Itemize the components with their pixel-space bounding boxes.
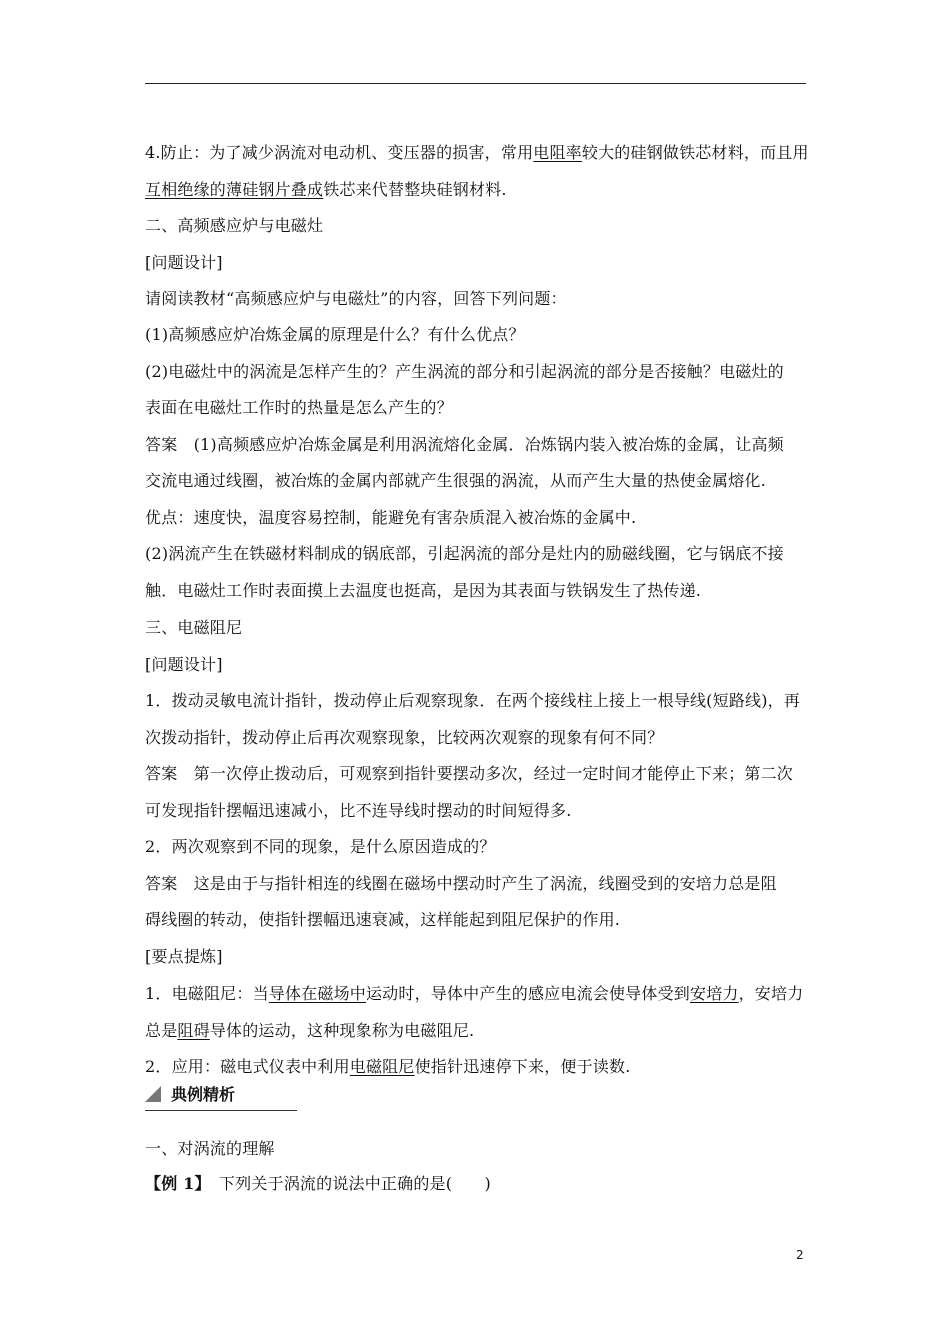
key-point-2: 2．应用：磁电式仪表中利用电磁阻尼使指针迅速停下来，便于读数.	[145, 1057, 631, 1076]
section-heading: 三、电磁阻尼	[145, 618, 243, 637]
blank-answer: 导体在磁场中	[268, 984, 366, 1003]
prevention-line-1: 4.防止：为了减少涡流对电动机、变压器的损害，常用电阻率较大的硅钢做铁芯材料，而且用	[145, 143, 809, 162]
question: 1．拨动灵敏电流计指针，拨动停止后观察现象．在两个接线柱上接上一根导线(短路线)，再	[145, 691, 801, 710]
examples-banner	[145, 1084, 297, 1111]
key-point-1-line-2: 总是阻碍导体的运动，这种现象称为电磁阻尼.	[145, 1021, 475, 1040]
question: (1)高频感应炉冶炼金属的原理是什么？有什么优点？	[145, 325, 525, 344]
example-label: 【例 1】	[145, 1174, 203, 1193]
question: 2．两次观察到不同的现象，是什么原因造成的？	[145, 837, 496, 856]
subsection-label: [要点提炼]	[145, 947, 223, 966]
answer: (2)涡流产生在铁磁材料制成的锅底部，引起涡流的部分是灶内的励磁线圈，它与锅底不接	[145, 544, 784, 563]
answer: 优点：速度快，温度容易控制，能避免有害杂质混入被冶炼的金属中.	[145, 508, 637, 527]
blank-answer: 阻碍	[177, 1021, 210, 1040]
answer: 交流电通过线圈，被冶炼的金属内部就产生很强的涡流，从而产生大量的热使金属熔化.	[145, 471, 766, 490]
section-heading: 一、对涡流的理解	[145, 1139, 275, 1158]
question: 次拨动指针，拨动停止后再次观察现象，比较两次观察的现象有何不同？	[145, 728, 664, 747]
paragraph: 请阅读教材“高频感应炉与电磁灶”的内容，回答下列问题：	[145, 289, 567, 308]
prevention-line-2: 互相绝缘的薄硅钢片叠成铁芯来代替整块硅钢材料.	[145, 180, 507, 199]
answer: 答案 第一次停止拨动后，可观察到指针要摆动多次，经过一定时间才能停止下来；第二次	[145, 764, 794, 783]
subsection-label: [问题设计]	[145, 655, 223, 674]
question: (2)电磁灶中的涡流是怎样产生的？产生涡流的部分和引起涡流的部分是否接触？电磁灶的	[145, 362, 784, 381]
blank-answer: 电磁阻尼	[349, 1057, 415, 1076]
answer: 可发现指针摆幅迅速减小，比不连导线时摆动的时间短得多.	[145, 801, 572, 820]
answer: 碍线圈的转动，使指针摆幅迅速衰减，这样能起到阻尼保护的作用.	[145, 910, 621, 929]
blank-answer: 安培力	[690, 984, 739, 1003]
page-number: 2	[796, 1248, 804, 1262]
answer: 答案 (1)高频感应炉冶炼金属是利用涡流熔化金属．冶炼锅内装入被冶炼的金属，让高频	[145, 435, 784, 454]
blank-answer: 电阻率	[533, 143, 582, 162]
question: 表面在电磁灶工作时的热量是怎么产生的？	[145, 398, 453, 417]
header-rule	[145, 83, 806, 84]
section-heading: 二、高频感应炉与电磁灶	[145, 216, 324, 235]
blank-answer: 互相绝缘的薄硅钢片叠成	[145, 180, 324, 199]
key-point-1-line-1: 1．电磁阻尼：当导体在磁场中运动时，导体中产生的感应电流会使导体受到安培力，安培力	[145, 984, 804, 1003]
examples-banner-title: 典例精析	[171, 1085, 236, 1104]
answer: 触．电磁灶工作时表面摸上去温度也挺高，是因为其表面与铁锅发生了热传递.	[145, 581, 702, 600]
example-1: 【例 1】 下列关于涡流的说法中正确的是( )	[145, 1174, 492, 1193]
banner-triangle-icon	[145, 1086, 161, 1102]
subsection-label: [问题设计]	[145, 253, 223, 272]
answer: 答案 这是由于与指针相连的线圈在磁场中摆动时产生了涡流，线圈受到的安培力总是阻	[145, 874, 777, 893]
